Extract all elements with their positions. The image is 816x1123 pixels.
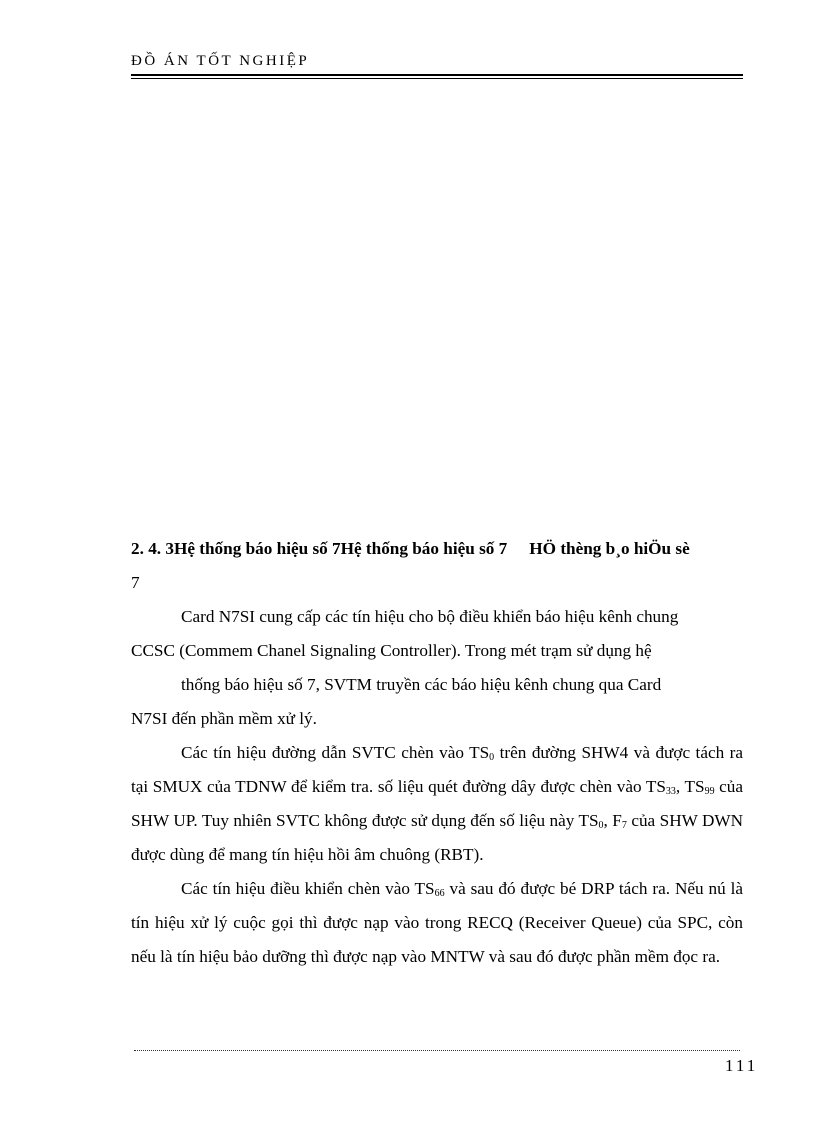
paragraph-3-text-a: Các tín hiệu điều khiển chèn vào TS (181, 879, 435, 898)
paragraph-2 (131, 736, 743, 872)
paragraph-1-line-2: CCSC (Commem Chanel Signaling Controller). Trong mét trạm sử dụng hệ (131, 641, 652, 660)
subscript: 7 (621, 820, 627, 831)
paragraph-1-line-1 (131, 600, 743, 634)
paragraph-1-line-3-text: thống báo hiệu số 7, SVTM truyền các báo hiệu kênh chung qua Card (181, 675, 662, 694)
paragraph-1-line-4: N7SI đến phần mềm xử lý. (131, 709, 317, 728)
subscript: 0 (489, 752, 495, 763)
paragraph-2-text-d: của SHW UP. Tuy nhiên SVTC không được sử dụng đến số liệu này TS (131, 777, 744, 830)
page-number: 111 (725, 1056, 759, 1075)
section-heading (131, 532, 743, 566)
section-heading-continuation: 7 (131, 573, 140, 592)
section-heading-text: 2. 4. 3Hệ thống báo hiệu số 7Hệ thống báo hiệu số 7 (131, 539, 508, 558)
footer-rule (134, 1050, 740, 1051)
paragraph-2-text-f: của SHW DWN được dùng để mang tín hiệu hồi âm chuông (RBT). (131, 811, 744, 864)
paragraph-2-text-e: , F (603, 811, 622, 830)
paragraph-1 (131, 600, 743, 736)
paragraph-2-text-b: trên đường SHW4 và được tách ra tại SMUX của TDNW để kiểm tra. số liệu quét đường dây được chèn vào TS (131, 743, 743, 796)
subscript: 66 (434, 888, 445, 899)
paragraph-2-text-a: Các tín hiệu đường dẫn SVTC chèn vào TS (181, 743, 490, 762)
paragraph-1-line-3 (131, 668, 743, 702)
section-heading-garbled: HÖ thèng b¸o hiÖu sè (529, 539, 690, 558)
subscript: 0 (598, 820, 604, 831)
paragraph-3-text-b: và sau đó được bé DRP tách ra. Nếu nú là tín hiệu xử lý cuộc gọi thì được nạp vào trong RECQ (Receiver Queue) của SPC, còn nếu là tín hiệu bảo dưỡng thì được nạp vào MNTW và sau đó được phần mềm đọc ra. (131, 879, 743, 966)
paragraph-1-line-1-text: Card N7SI cung cấp các tín hiệu cho bộ điều khiển báo hiệu kênh chung (181, 607, 679, 626)
header-rule-thin (131, 78, 743, 79)
subscript: 33 (665, 786, 676, 797)
subscript: 99 (704, 786, 715, 797)
header-rule-thick (131, 74, 743, 76)
paragraph-3 (131, 872, 743, 974)
page-content (131, 532, 743, 974)
paragraph-2-text-c: , TS (675, 777, 705, 796)
header-title: ĐỒ ÁN TỐT NGHIỆP (131, 53, 310, 69)
page-header (131, 52, 743, 70)
